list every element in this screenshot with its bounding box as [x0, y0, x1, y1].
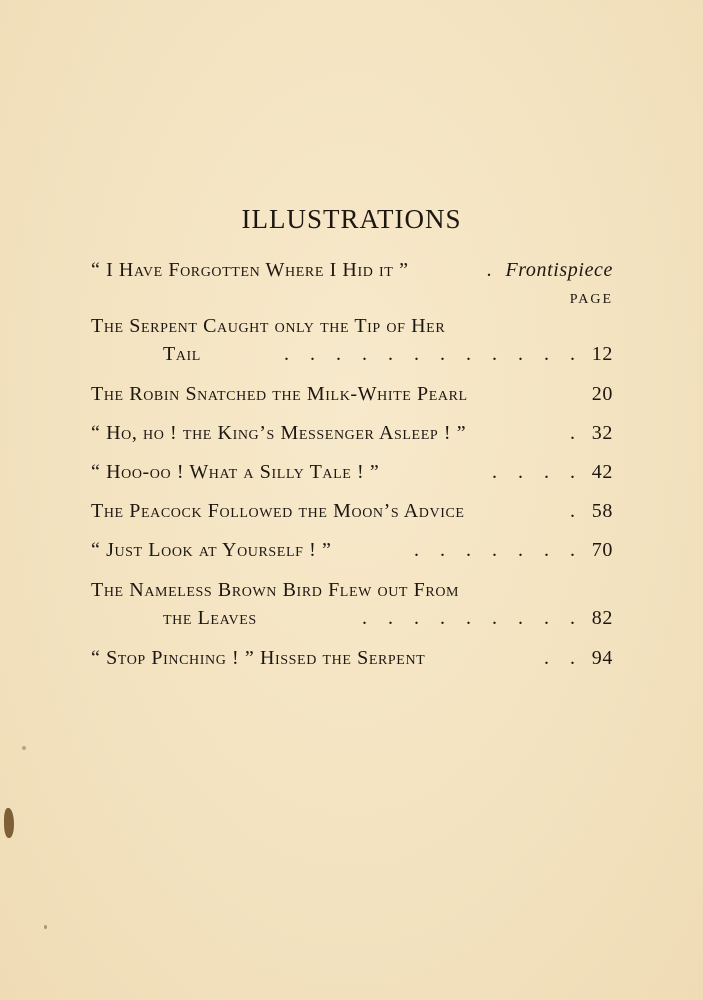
toc-page-number: 12: [591, 343, 613, 365]
page-column-header: PAGE: [569, 292, 613, 307]
toc-entry-label: “ I Have Forgotten Where I Hid it ”: [91, 259, 409, 281]
toc-entry-label: “ Ho, ho ! the King’s Messenger Asleep ! ”: [91, 422, 467, 444]
toc-entry: [91, 578, 613, 630]
toc-entry-label: “ Stop Pinching ! ” Hissed the Serpent: [91, 647, 426, 669]
toc-leader-dots: .: [570, 500, 583, 522]
toc-page-number: 42: [591, 461, 613, 483]
toc-leader-dots: . . . . . . . . . . . .: [284, 343, 583, 365]
toc-page-number: 82: [591, 607, 613, 629]
toc-entry-label: “ Hoo-oo ! What a Silly Tale ! ”: [91, 461, 380, 483]
toc-page-number: 32: [591, 422, 613, 444]
toc-page-number: 58: [591, 500, 613, 522]
page-title: ILLUSTRATIONS: [241, 204, 462, 234]
toc-page-number: 94: [591, 647, 613, 669]
toc-entry: [91, 538, 613, 562]
toc-entry-label-continued: Tail: [163, 343, 201, 365]
toc-entry-label: The Serpent Caught only the Tip of Her: [91, 315, 446, 337]
paper-speck: [44, 925, 47, 929]
toc-entry: [91, 460, 613, 484]
toc-entry-label-continued: the Leaves: [163, 607, 257, 629]
toc-entry: [91, 314, 613, 366]
toc-frontispiece-ref: Frontispiece: [505, 259, 613, 281]
toc-leader-dots: . . . . . . .: [414, 539, 583, 561]
toc-leader-dots: . .: [544, 647, 583, 669]
toc-entry-frontispiece: [91, 258, 613, 282]
toc-leader-dots: . . . .: [492, 461, 583, 483]
toc-entry: [91, 646, 613, 670]
toc-entry-label: The Robin Snatched the Milk-White Pearl: [91, 383, 468, 405]
toc-leader-dots: . . . . . . . . .: [362, 607, 583, 629]
toc-entry-label: The Peacock Followed the Moon’s Advice: [91, 500, 465, 522]
toc-page-number: 70: [591, 539, 613, 561]
toc-leader-dots: .: [486, 259, 500, 281]
toc-entry-label: The Nameless Brown Bird Flew out From: [91, 579, 460, 601]
toc-entry-label: “ Just Look at Yourself ! ”: [91, 539, 332, 561]
toc-entry: [91, 382, 613, 406]
toc-leader-dots: .: [570, 422, 583, 444]
paper-speck: [22, 746, 26, 750]
toc-entry: [91, 499, 613, 523]
paper-stain: [4, 808, 14, 838]
toc-entry: [91, 421, 613, 445]
toc-page-number: 20: [591, 383, 613, 405]
